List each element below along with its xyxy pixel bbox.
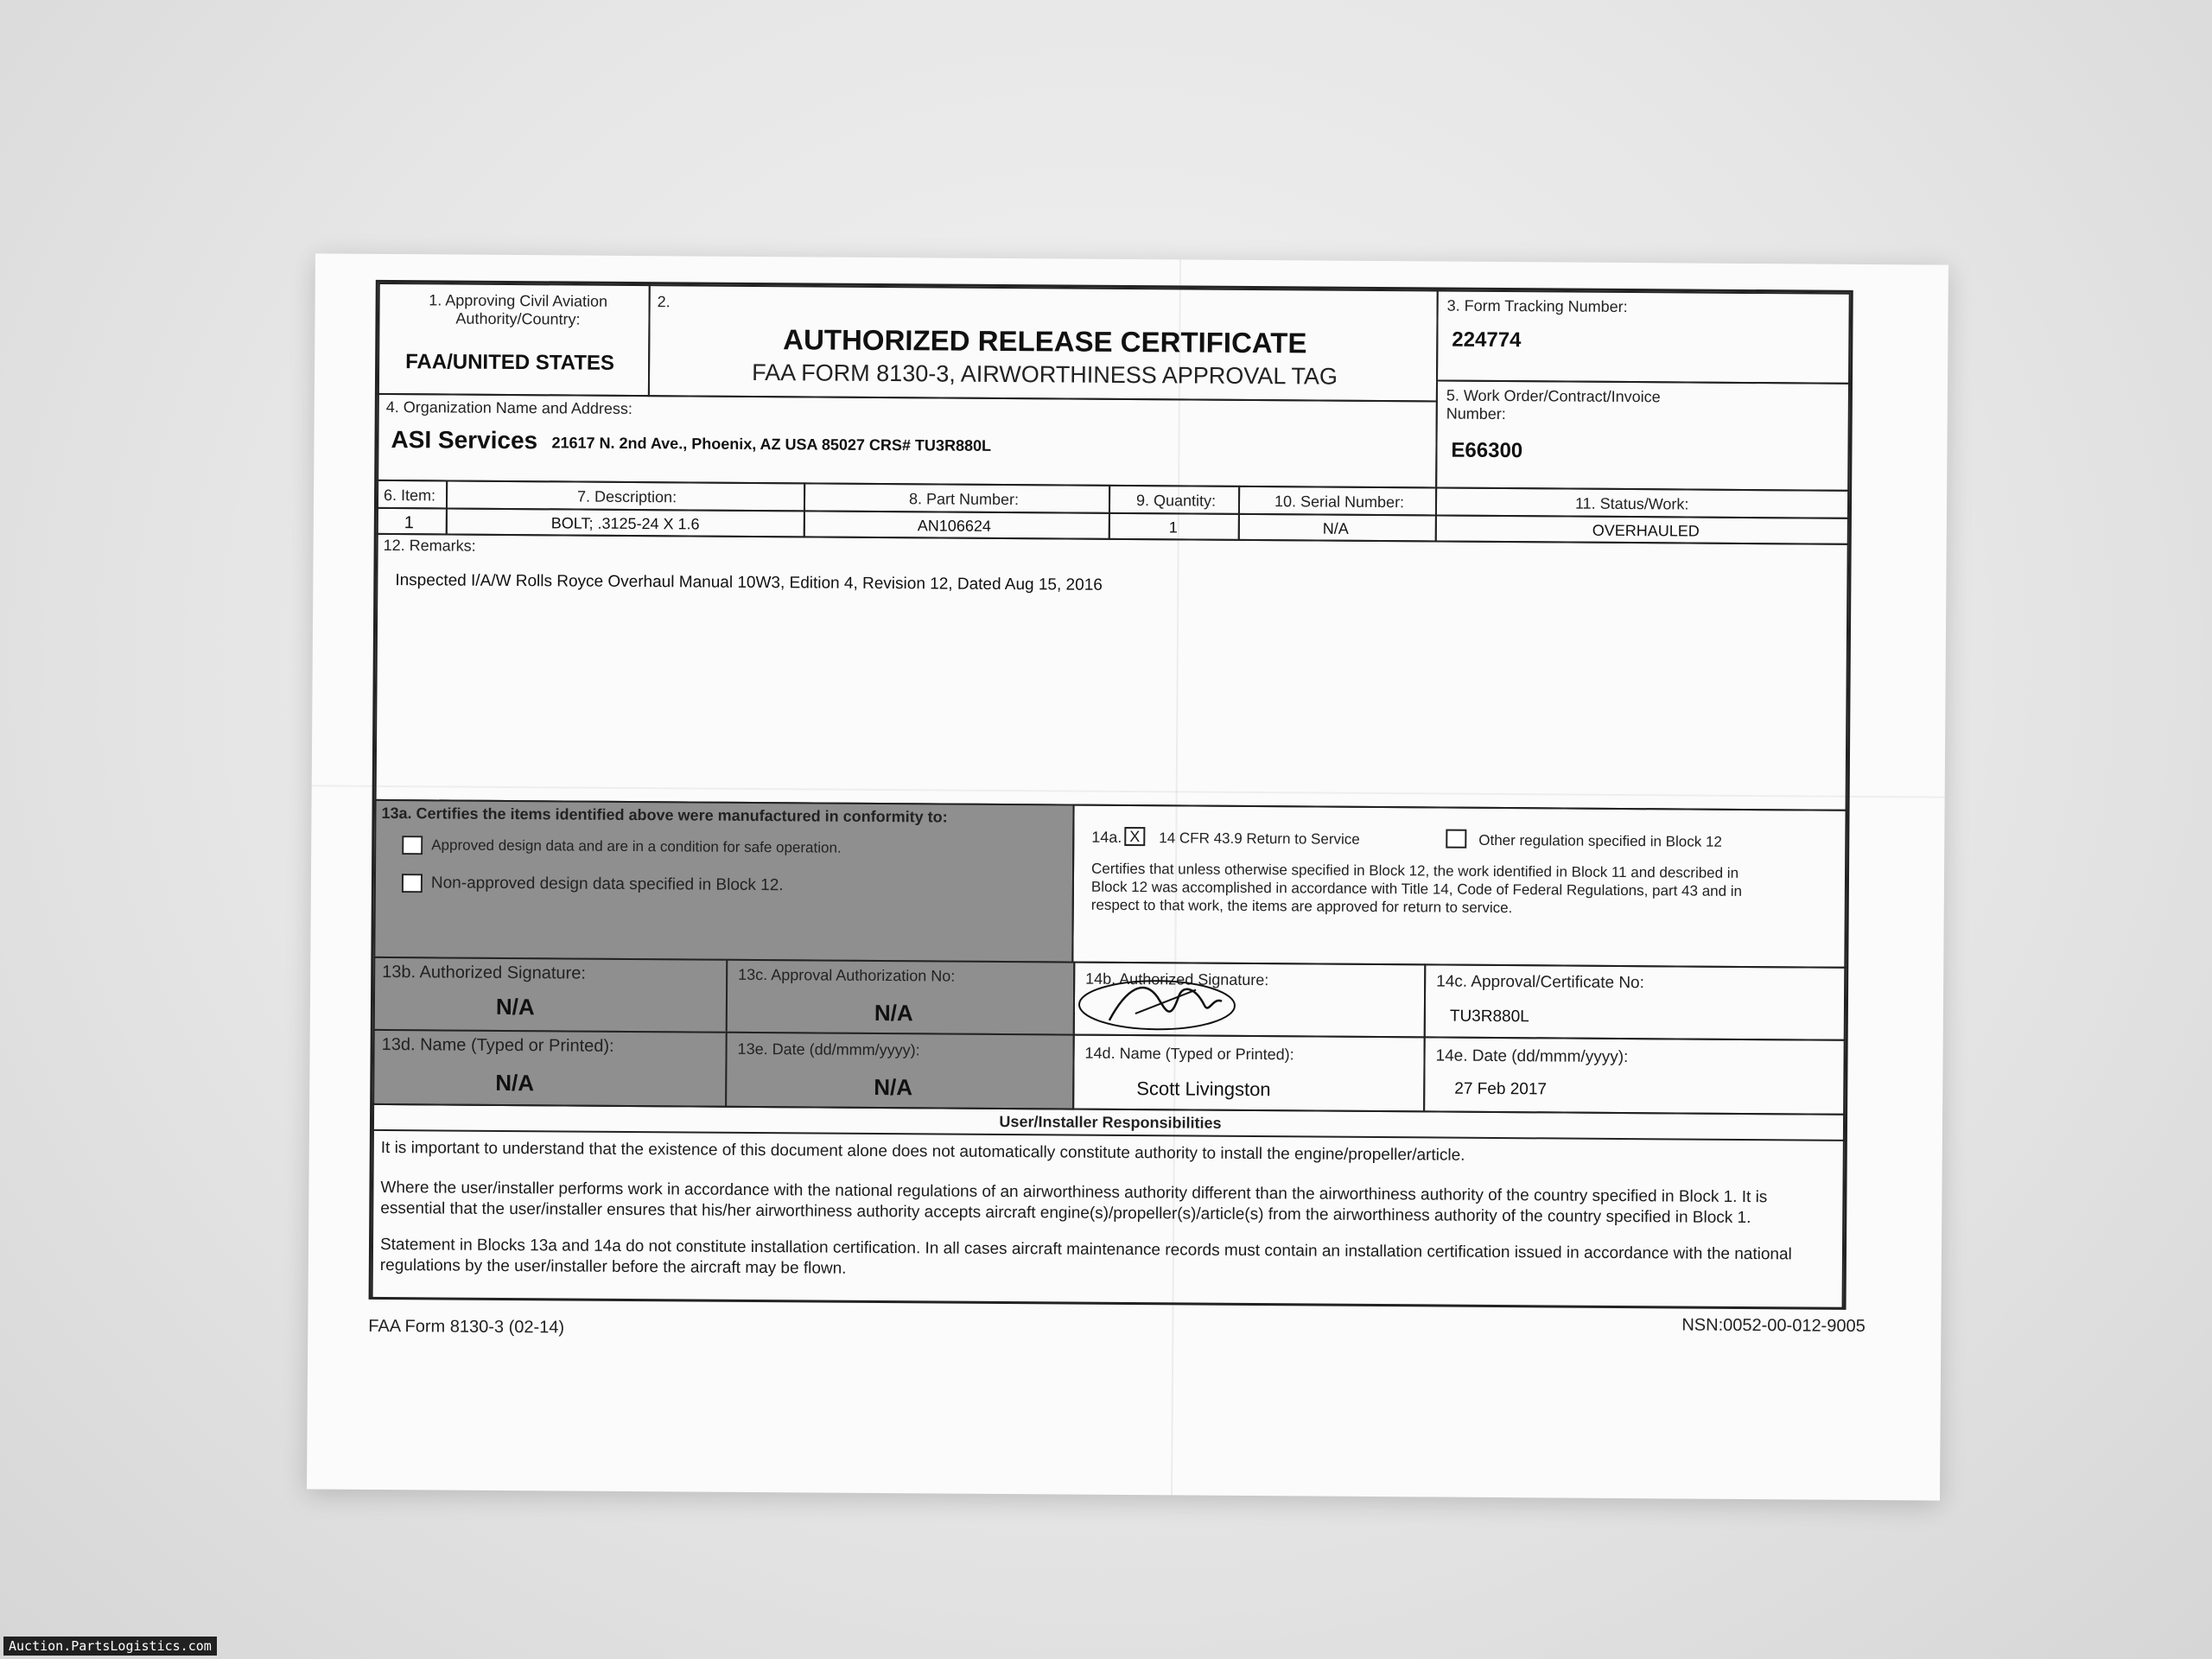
block-14b: 14b. Authorized Signature: [1073, 962, 1427, 1039]
row-quantity: 1 [1109, 512, 1240, 541]
block-2 [648, 284, 1439, 402]
header-part-number: 8. Part Number: [804, 482, 1110, 513]
block-13b-value: N/A [495, 993, 535, 1020]
block-3-label: 3. Form Tracking Number: [1446, 296, 1628, 316]
form-title: AUTHORIZED RELEASE CERTIFICATE [783, 323, 1307, 359]
responsibilities-paragraph-1: It is important to understand that the existence of this document alone does not automatically constitute authority to install the engine/propeller/article. [380, 1138, 1465, 1165]
block-14d: 14d. Name (Typed or Printed): Scott Livingston [1072, 1034, 1426, 1113]
block-13a-option-2: Non-approved design data specified in Block 12. [430, 874, 784, 895]
block-14d-value: Scott Livingston [1136, 1077, 1271, 1101]
form-subtitle: FAA FORM 8130-3, AIRWORTHINESS APPROVAL TAG [752, 359, 1338, 390]
form-8130-3 [369, 280, 1853, 1310]
checkbox-non-approved-design[interactable] [402, 874, 423, 893]
block-14c: 14c. Approval/Certificate No: TU3R880L [1424, 963, 1847, 1040]
responsibilities-paragraph-2: Where the user/installer performs work in accordance with the national regulations of an airworthiness authority different than the airworthiness authority of the country specified in Block 1. It is essential that the user/installer ensures that his/her airworthiness authority accepts aircraft engine(s)/propeller(s)/article(s) from the airworthiness authority of the country specified in Block 1. [380, 1178, 1768, 1228]
header-serial-number: 10. Serial Number: [1238, 486, 1437, 517]
responsibilities-header: User/Installer Responsibilities [999, 1112, 1222, 1132]
block-5-label: 5. Work Order/Contract/Invoice Number: [1446, 386, 1661, 423]
block-5 [1435, 379, 1850, 491]
block-1 [378, 283, 651, 397]
block-13a [373, 799, 1074, 963]
nsn-footer: NSN:0052-00-012-9005 [1681, 1315, 1866, 1336]
block-13e: 13e. Date (dd/mmm/yyyy): N/A [725, 1032, 1075, 1110]
block-1-label: 1. Approving Civil Aviation Authority/Country: [429, 291, 608, 328]
block-14a-label: 14a. [1091, 828, 1122, 846]
signature-mark [1075, 970, 1249, 1035]
row-item: 1 [377, 507, 448, 536]
block-13e-value: N/A [874, 1073, 913, 1101]
checkbox-approved-design[interactable] [402, 836, 423, 855]
checkbox-14cfr-43-9[interactable]: X [1124, 827, 1145, 846]
block-13b: 13b. Authorized Signature: N/A [373, 957, 728, 1033]
block-14a-text: Certifies that unless otherwise specified in Block 12, the work identified in Block 11 and described in Block 12 was accomplished in accordance with Title 14, Code of Federal Regulations, part 43 and in respect to that work, the items are approved for return to service. [1090, 860, 1743, 917]
block-13a-option-1: Approved design data and are in a condition for safe operation. [431, 836, 842, 856]
header-description: 7. Description: [446, 480, 805, 512]
row-description: BOLT; .3125-24 X 1.6 [446, 507, 805, 537]
block-3 [1436, 289, 1851, 384]
block-13c: 13c. Approval Authorization No: N/A [726, 959, 1076, 1036]
block-14a-option-1: 14 CFR 43.9 Return to Service [1159, 830, 1360, 848]
user-installer-responsibilities [372, 1103, 1846, 1309]
block-1-value: FAA/UNITED STATES [405, 350, 615, 375]
header-item: 6. Item: [377, 480, 448, 510]
block-13d: 13d. Name (Typed or Printed): N/A [372, 1029, 728, 1108]
row-serial-number: N/A [1238, 513, 1437, 543]
work-order-number: E66300 [1451, 438, 1523, 463]
block-12-label: 12. Remarks: [383, 536, 476, 555]
block-4 [377, 393, 1438, 489]
responsibilities-paragraph-3: Statement in Blocks 13a and 14a do not constitute installation certification. In all cases aircraft maintenance records must contain an installation certification issued in accordance with the national regulations by the user/installer before the aircraft may be flown. [379, 1235, 1792, 1278]
checkbox-other-regulation[interactable] [1446, 830, 1466, 849]
form-number-footer: FAA Form 8130-3 (02-14) [368, 1316, 565, 1338]
block-12-remarks [375, 533, 1849, 811]
block-14e-value: 27 Feb 2017 [1454, 1079, 1548, 1099]
watermark: Auction.PartsLogistics.com [3, 1637, 217, 1656]
row-status: OVERHAULED [1435, 514, 1849, 544]
block-13d-value: N/A [495, 1069, 535, 1096]
block-13a-label: 13a. Certifies the items identified above were manufactured in conformity to: [381, 804, 948, 826]
remarks-text: Inspected I/A/W Rolls Royce Overhaul Manual 10W3, Edition 4, Revision 12, Dated Aug 15, 2016 [395, 571, 1103, 594]
organization-address: 21617 N. 2nd Ave., Phoenix, AZ USA 85027 CRS# TU3R880L [551, 434, 992, 454]
block-14e: 14e. Date (dd/mmm/yyyy): 27 Feb 2017 [1423, 1036, 1846, 1115]
block-14a-option-2: Other regulation specified in Block 12 [1478, 831, 1722, 850]
block-14a [1071, 804, 1847, 969]
certificate-paper [307, 253, 1948, 1500]
block-4-label: 4. Organization Name and Address: [385, 397, 633, 417]
row-part-number: AN106624 [804, 510, 1110, 539]
block-14c-value: TU3R880L [1449, 1007, 1529, 1027]
block-13c-value: N/A [874, 999, 913, 1027]
header-status: 11. Status/Work: [1435, 486, 1849, 518]
form-tracking-number: 224774 [1452, 327, 1522, 353]
block-2-label: 2. [657, 293, 671, 311]
organization-name: ASI Services [391, 426, 538, 454]
header-quantity: 9. Quantity: [1109, 485, 1240, 515]
